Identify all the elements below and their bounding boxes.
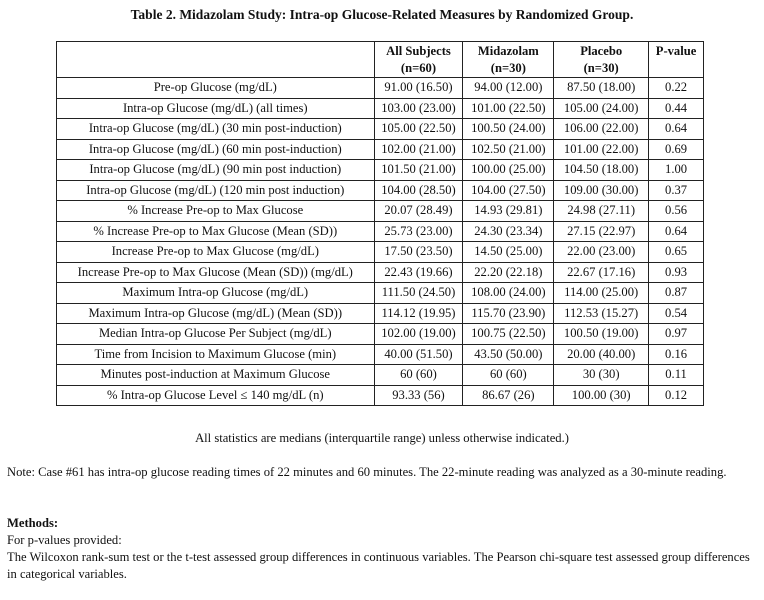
table-row [57,139,704,160]
table-cell: 27.15 (22.97) [554,221,649,242]
row-label: Increase Pre-op to Max Glucose (mg/dL) [57,242,375,263]
table-cell: 0.64 [649,221,704,242]
row-label: Maximum Intra-op Glucose (mg/dL) (Mean (SD)) [57,303,375,324]
table-cell: 24.98 (27.11) [554,201,649,222]
column-header-line-1 [59,43,372,60]
table-cell: 0.87 [649,283,704,304]
table-cell: 109.00 (30.00) [554,180,649,201]
table-row [57,283,704,304]
table-cell: 100.50 (19.00) [554,324,649,345]
methods-line-2: The Wilcoxon rank-sum test or the t-test assessed group differences in continuous variables. The Pearson chi-square test assessed group differences in categorical variables. [7,550,750,581]
table-cell: 14.50 (25.00) [463,242,554,263]
table-cell: 0.12 [649,385,704,406]
table-cell: 114.12 (19.95) [374,303,463,324]
table-cell: 0.65 [649,242,704,263]
table-title: Table 2. Midazolam Study: Intra-op Glucose-Related Measures by Randomized Group. [130,7,634,22]
table-footnote: All statistics are medians (interquartile range) unless otherwise indicated.) [195,431,569,445]
table-cell: 86.67 (26) [463,385,554,406]
table-row [57,365,704,386]
row-label: Intra-op Glucose (mg/dL) (all times) [57,98,375,119]
table-cell: 0.54 [649,303,704,324]
table-cell: 105.00 (24.00) [554,98,649,119]
table-cell: 100.75 (22.50) [463,324,554,345]
table-cell: 1.00 [649,160,704,181]
table-cell: 114.00 (25.00) [554,283,649,304]
column-header [57,42,375,78]
table-cell: 22.67 (17.16) [554,262,649,283]
column-header-line-1: Placebo [580,44,623,58]
table-cell: 20.07 (28.49) [374,201,463,222]
table-cell: 104.50 (18.00) [554,160,649,181]
table-cell: 0.64 [649,119,704,140]
column-header-line-2: (n=60) [400,60,437,75]
table-cell: 100.00 (25.00) [463,160,554,181]
table-cell: 112.53 (15.27) [554,303,649,324]
table-cell: 40.00 (51.50) [374,344,463,365]
case-note: Note: Case #61 has intra-op glucose reading times of 22 minutes and 60 minutes. The 22-minute reading was analyzed as a 30-minute reading. [7,465,727,479]
table-cell: 115.70 (23.90) [463,303,554,324]
table-cell: 102.00 (21.00) [374,139,463,160]
table-cell: 0.97 [649,324,704,345]
table-cell: 100.50 (24.00) [463,119,554,140]
methods-section [7,515,757,583]
table-cell: 101.00 (22.00) [554,139,649,160]
table-row [57,262,704,283]
table-cell: 104.00 (28.50) [374,180,463,201]
table-cell: 0.22 [649,78,704,99]
table-cell: 0.93 [649,262,704,283]
table-cell: 22.43 (19.66) [374,262,463,283]
column-header-line-2 [651,60,701,77]
table-cell: 108.00 (24.00) [463,283,554,304]
table-cell: 102.00 (19.00) [374,324,463,345]
table-cell: 87.50 (18.00) [554,78,649,99]
table-cell: 0.37 [649,180,704,201]
column-header [463,42,554,78]
column-header [649,42,704,78]
table-row [57,385,704,406]
row-label: Median Intra-op Glucose Per Subject (mg/dL) [57,324,375,345]
table-cell: 14.93 (29.81) [463,201,554,222]
table-cell: 104.00 (27.50) [463,180,554,201]
table-cell: 30 (30) [554,365,649,386]
table-cell: 25.73 (23.00) [374,221,463,242]
table-cell: 103.00 (23.00) [374,98,463,119]
table-cell: 93.33 (56) [374,385,463,406]
table-cell: 111.50 (24.50) [374,283,463,304]
table-row [57,303,704,324]
row-label: Increase Pre-op to Max Glucose (Mean (SD)) (mg/dL) [57,262,375,283]
results-table [56,41,704,406]
table-cell: 0.44 [649,98,704,119]
table-cell: 22.20 (22.18) [463,262,554,283]
table-cell: 101.00 (22.50) [463,98,554,119]
column-header-line-1: P-value [655,44,697,58]
methods-line-1: For p-values provided: [7,533,122,547]
table-row [57,242,704,263]
column-header-line-1: All Subjects [386,44,451,58]
table-row [57,119,704,140]
row-label: Pre-op Glucose (mg/dL) [57,78,375,99]
table-cell: 60 (60) [374,365,463,386]
row-label: Maximum Intra-op Glucose (mg/dL) [57,283,375,304]
table-cell: 0.11 [649,365,704,386]
table-cell: 100.00 (30) [554,385,649,406]
table-cell: 101.50 (21.00) [374,160,463,181]
column-header [374,42,463,78]
table-row [57,324,704,345]
table-row [57,160,704,181]
column-header-line-2 [59,60,372,77]
methods-heading: Methods: [7,516,59,530]
table-cell: 102.50 (21.00) [463,139,554,160]
table-cell: 60 (60) [463,365,554,386]
table-cell: 17.50 (23.50) [374,242,463,263]
table-cell: 43.50 (50.00) [463,344,554,365]
table-cell: 20.00 (40.00) [554,344,649,365]
table-body [57,78,704,406]
table-cell: 22.00 (23.00) [554,242,649,263]
table-row [57,221,704,242]
column-header-line-2: (n=30) [490,60,526,75]
row-label: Intra-op Glucose (mg/dL) (60 min post-induction) [57,139,375,160]
column-header-line-2: (n=30) [583,60,619,75]
row-label: % Increase Pre-op to Max Glucose (Mean (SD)) [57,221,375,242]
table-row [57,98,704,119]
table-header-row [57,42,704,78]
row-label: Minutes post-induction at Maximum Glucose [57,365,375,386]
row-label: Intra-op Glucose (mg/dL) (90 min post induction) [57,160,375,181]
table-cell: 0.56 [649,201,704,222]
table-cell: 91.00 (16.50) [374,78,463,99]
row-label: Intra-op Glucose (mg/dL) (120 min post induction) [57,180,375,201]
table-cell: 0.16 [649,344,704,365]
row-label: % Intra-op Glucose Level ≤ 140 mg/dL (n) [57,385,375,406]
table-row [57,344,704,365]
table-row [57,78,704,99]
row-label: Intra-op Glucose (mg/dL) (30 min post-induction) [57,119,375,140]
row-label: % Increase Pre-op to Max Glucose [57,201,375,222]
table-cell: 24.30 (23.34) [463,221,554,242]
table-cell: 0.69 [649,139,704,160]
table-cell: 94.00 (12.00) [463,78,554,99]
table-row [57,201,704,222]
column-header [554,42,649,78]
table-cell: 106.00 (22.00) [554,119,649,140]
column-header-line-1: Midazolam [477,44,539,58]
table-cell: 105.00 (22.50) [374,119,463,140]
table-row [57,180,704,201]
row-label: Time from Incision to Maximum Glucose (min) [57,344,375,365]
